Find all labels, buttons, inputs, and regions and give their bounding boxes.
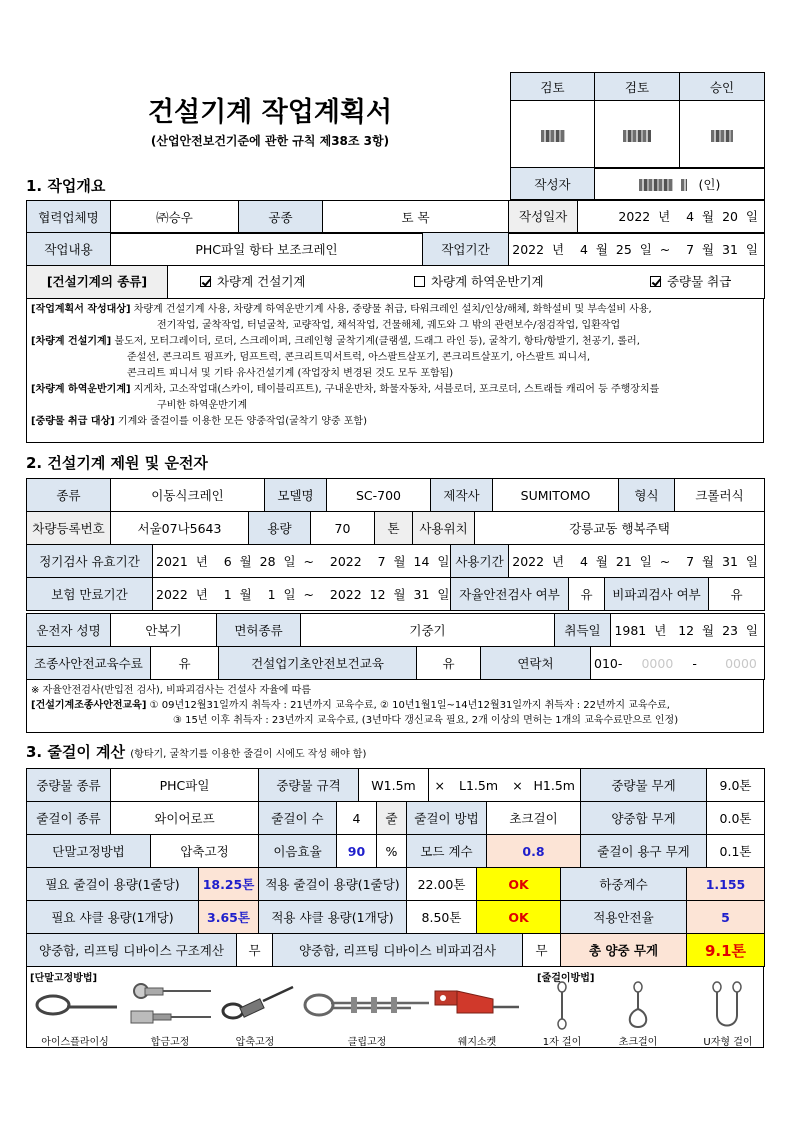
license-value: 기중기	[301, 614, 555, 647]
mode-factor-value: 0.8	[487, 835, 581, 868]
box-weight-label: 양중함 무게	[581, 802, 707, 835]
basic-edu-value: 유	[417, 647, 481, 680]
load-weight-value: 9.0톤	[707, 769, 765, 802]
caption-single-hitch: 1자 걸이	[542, 1037, 582, 1048]
app-shackle-cap-value: 8.50톤	[407, 901, 477, 934]
rigging-row4	[26, 867, 765, 901]
app-sling-cap-label: 적용 줄걸이 용량(1줄당)	[259, 868, 407, 901]
spec-row1	[26, 478, 765, 512]
capacity-label: 용량	[249, 512, 311, 545]
document-title: 건설기계 작업계획서	[147, 97, 393, 128]
caption-alloy: 합금고정	[150, 1037, 190, 1048]
use-period-label: 사용기간	[451, 545, 509, 578]
load-width: W1.5m	[359, 769, 429, 802]
safety-factor-label: 적용안전율	[561, 901, 687, 934]
single-hitch-icon	[547, 981, 577, 1031]
sling-method-label: 줄걸이 방법	[407, 802, 487, 835]
location-value: 강릉교동 행복주택	[475, 512, 765, 545]
end-fix-label: 단말고정방법	[27, 835, 151, 868]
approval-signature-2	[595, 101, 680, 169]
inspection-label: 정기검사 유효기간	[27, 545, 153, 578]
sling-type-value: 와이어로프	[111, 802, 259, 835]
checkbox-empty-icon[interactable]	[414, 276, 425, 287]
structure-calc-value: 무	[237, 934, 273, 967]
maker-label: 제작사	[431, 479, 493, 512]
document-subtitle: (산업안전보건기준에 관한 규칙 제38조 3항)	[150, 134, 390, 148]
driver-value: 안복기	[111, 614, 217, 647]
contact-label: 연락처	[481, 647, 591, 680]
machine-type-row	[27, 266, 765, 299]
req-sling-cap-label: 필요 줄걸이 용량(1줄당)	[27, 868, 199, 901]
app-sling-cap-value: 22.00톤	[407, 868, 477, 901]
sling-count-label: 줄걸이 수	[259, 802, 337, 835]
mode-factor-label: 모드 계수	[407, 835, 487, 868]
wedge-socket-icon	[431, 983, 521, 1027]
maker-value: SUMITOMO	[493, 479, 619, 512]
inspection-value: 2021 년 6 월 28 일 ~ 2022 7 월 14 일	[153, 545, 451, 578]
rigging-row3	[26, 834, 765, 868]
load-length: L1.5m	[451, 769, 507, 802]
approval-header-review2: 검토	[595, 73, 680, 101]
machine-type-label: [건설기계의 종류]	[27, 266, 168, 298]
tool-weight-value: 0.1톤	[707, 835, 765, 868]
period-value: 2022 년 4 월 25 일 ~ 7 월 31 일	[509, 233, 765, 266]
author-suffix: (인)	[698, 176, 721, 192]
caption-u-hitch: U자형 걸이	[703, 1037, 753, 1048]
spec-row4	[26, 577, 765, 611]
kind-value: 이동식크레인	[111, 479, 265, 512]
choke-hitch-icon	[623, 981, 653, 1031]
section1-notes: [작업계획서 작성대상] 차량계 건설기계 사용, 차량계 하역운반기계 사용, 중량물 취급, 타워크레인 설치/인상/해체, 화학설비 및 부속설비 사용, 전기작업, 굴착작업, 터널굴착, 교량작업, 채석작업, 건물해체, 궤도와 그 밖의 관련보수/점검작업, 입환작업 [차량계 건설기계] 불도저, 모터그레이더, 로더, 스크레이퍼, 크레인형 굴착기계(클램셀, 드래그 라인 등), 굴착기, 항타/항발기, 천공기, 롤러, 준설선, 콘크리트 펌프카, 덤프트럭, 콘크리트믹서트럭, 아스팔트살포기, 콘크리트살포기, 아스팔트 피니셔, 콘크리트 피니셔 및 기타 유사건설기계 (작업장치 변경된 것도 모두 포함됨) [차량계 하역운반기계] 지게차, 고소작업대(스카이, 테이블리프트), 구내운반차, 화물자동차, 셔블로더, 포크로더, 스트래들 캐리어 등 주행장치를 구비한 하역운반기계 [중량물 취급 대상] 기계와 줄걸이를 이용한 모든 양중작업(굴착기 양중 포함)	[26, 298, 764, 443]
insurance-value: 2022 년 1 월 1 일 ~ 2022 12 월 31 일	[153, 578, 451, 611]
rigging-row1	[26, 768, 765, 802]
total-weight-label: 총 양중 무게	[561, 934, 687, 967]
sling-count-unit: 줄	[377, 802, 407, 835]
caption-eye-splice: 아이스플라이싱	[41, 1037, 109, 1048]
load-type-label: 중량물 종류	[27, 769, 111, 802]
joint-eff-label: 이음효율	[259, 835, 337, 868]
checkbox-checked-icon[interactable]	[200, 276, 211, 287]
ndt-value: 유	[709, 578, 765, 611]
total-weight-value: 9.1톤	[687, 934, 765, 967]
load-spec-label: 중량물 규격	[259, 769, 359, 802]
insurance-label: 보험 만료기간	[27, 578, 153, 611]
form-value: 크롤러식	[675, 479, 765, 512]
form-label: 형식	[619, 479, 675, 512]
self-inspection-label: 자율안전검사 여부	[451, 578, 569, 611]
section3-heading: 3. 줄걸이 계산 (항타기, 굴착기를 이용한 줄걸이 시에도 작성 해야 함)	[26, 743, 367, 761]
model-value: SC-700	[327, 479, 431, 512]
model-label: 모델명	[265, 479, 327, 512]
joint-eff-value: 90	[337, 835, 377, 868]
period-label: 작업기간	[423, 233, 509, 266]
wire-clip-icon	[301, 985, 431, 1025]
device-ndt-value: 무	[523, 934, 561, 967]
operator-edu-label: 조종사안전교육수료	[27, 647, 151, 680]
approval-signature-3	[680, 101, 765, 169]
type-vehicle-handling[interactable]: 차량계 하역운반기계	[414, 272, 646, 290]
spec-row6	[26, 646, 765, 680]
box-weight-value: 0.0톤	[707, 802, 765, 835]
eye-splice-icon	[33, 983, 119, 1027]
section1-heading: 1. 작업개요	[26, 177, 106, 195]
author-value	[595, 168, 765, 200]
load-height: H1.5m	[529, 769, 581, 802]
author-table	[510, 167, 765, 200]
acquired-label: 취득일	[555, 614, 611, 647]
caption-wedge: 웨지소켓	[457, 1037, 497, 1048]
approval-header-approve: 승인	[680, 73, 765, 101]
driver-label: 운전자 성명	[27, 614, 111, 647]
reg-label: 차량등록번호	[27, 512, 111, 545]
capacity-value: 70	[311, 512, 375, 545]
times-sign: ×	[507, 769, 529, 802]
section2-notes: ※ 자율안전검사(반입전 검사), 비파괴검사는 건설사 자율에 따름 [건설기계조종사안전교육] ① 09년12월31일까지 취득자 : 21년까지 교육수료, ② 10년1월1일~14년12월31일까지 취득자 : 22년까지 교육수료, ③ 15년 이후 취득자 : 23년까지 교육수료, (3년마다 갱신교육 필요, 2개 이상의 면허는 1개의 교육수료만으로 인정)	[26, 679, 764, 733]
spec-row3	[26, 544, 765, 578]
use-period-value: 2022 년 4 월 21 일 ~ 7 월 31 일	[509, 545, 765, 578]
load-weight-label: 중량물 무게	[581, 769, 707, 802]
approval-header-review1: 검토	[511, 73, 595, 101]
joint-eff-unit: %	[377, 835, 407, 868]
caption-choke-hitch: 초크걸이	[618, 1037, 658, 1048]
acquired-value: 1981 년 12 월 23 일	[611, 614, 765, 647]
caption-clip: 클립고정	[347, 1037, 387, 1048]
type-heavy-handling[interactable]: 중량물 취급	[650, 272, 731, 290]
capacity-unit: 톤	[375, 512, 413, 545]
written-date-label: 작성일자	[509, 201, 578, 233]
approval-signature-1	[511, 101, 595, 169]
spec-row5	[26, 613, 765, 647]
approval-table	[510, 72, 765, 169]
trade-label: 공종	[239, 201, 323, 234]
work-label: 작업내용	[27, 233, 111, 266]
rigging-row2	[26, 801, 765, 835]
type-vehicle-construction[interactable]: 차량계 건설기계	[200, 272, 410, 290]
sling-method-value: 초크걸이	[487, 802, 581, 835]
author-label: 작성자	[511, 168, 595, 200]
rigging-row5	[26, 900, 765, 934]
work-overview-table	[26, 200, 765, 234]
work-content-table	[26, 232, 765, 299]
load-type-value: PHC파일	[111, 769, 259, 802]
load-factor-value: 1.155	[687, 868, 765, 901]
basic-edu-label: 건설업기초안전보건교육	[219, 647, 417, 680]
safety-factor-value: 5	[687, 901, 765, 934]
tool-weight-label: 줄걸이 용구 무게	[581, 835, 707, 868]
compression-fitting-icon	[219, 981, 295, 1029]
reg-value: 서울07나5643	[111, 512, 249, 545]
trade-value: 토 목	[323, 201, 509, 234]
license-label: 면허종류	[217, 614, 301, 647]
u-hitch-icon	[707, 981, 747, 1031]
req-shackle-cap-value: 3.65톤	[199, 901, 259, 934]
req-shackle-cap-label: 필요 샤클 용량(1개당)	[27, 901, 199, 934]
end-fix-illus-heading: [단말고정방법]	[30, 973, 98, 984]
work-value: PHC파일 항타 보조크레인	[111, 233, 423, 266]
app-shackle-cap-label: 적용 샤클 용량(1개당)	[259, 901, 407, 934]
location-label: 사용위치	[413, 512, 475, 545]
kind-label: 종류	[27, 479, 111, 512]
company-label: 협력업체명	[27, 201, 111, 234]
spec-row2	[26, 511, 765, 545]
device-ndt-label: 양중함, 리프팅 디바이스 비파괴검사	[273, 934, 523, 967]
sling-count-value: 4	[337, 802, 377, 835]
section2-heading: 2. 건설기계 제원 및 운전자	[26, 454, 208, 472]
rigging-row6	[26, 933, 765, 967]
written-date: 작성일자 2022 년 4 월 20 일	[509, 201, 765, 234]
sling-type-label: 줄걸이 종류	[27, 802, 111, 835]
ndt-label: 비파괴검사 여부	[605, 578, 709, 611]
times-sign: ×	[429, 769, 451, 802]
self-inspection-value: 유	[569, 578, 605, 611]
sling-method-illus-heading: [줄걸이방법]	[537, 973, 595, 984]
checkbox-checked-icon[interactable]	[650, 276, 661, 287]
structure-calc-label: 양중함, 리프팅 디바이스 구조계산	[27, 934, 237, 967]
end-fix-value: 압축고정	[151, 835, 259, 868]
sling-ok-badge: OK	[477, 868, 561, 901]
req-sling-cap-value: 18.25톤	[199, 868, 259, 901]
caption-compression: 압축고정	[235, 1037, 275, 1048]
shackle-ok-badge: OK	[477, 901, 561, 934]
contact-value: 010- 0000 - 0000	[591, 647, 765, 680]
alloy-socket-icon	[123, 981, 213, 1029]
company-value: ㈜승우	[111, 201, 239, 234]
operator-edu-value: 유	[151, 647, 219, 680]
illustration-panel	[26, 966, 764, 1048]
load-factor-label: 하중계수	[561, 868, 687, 901]
